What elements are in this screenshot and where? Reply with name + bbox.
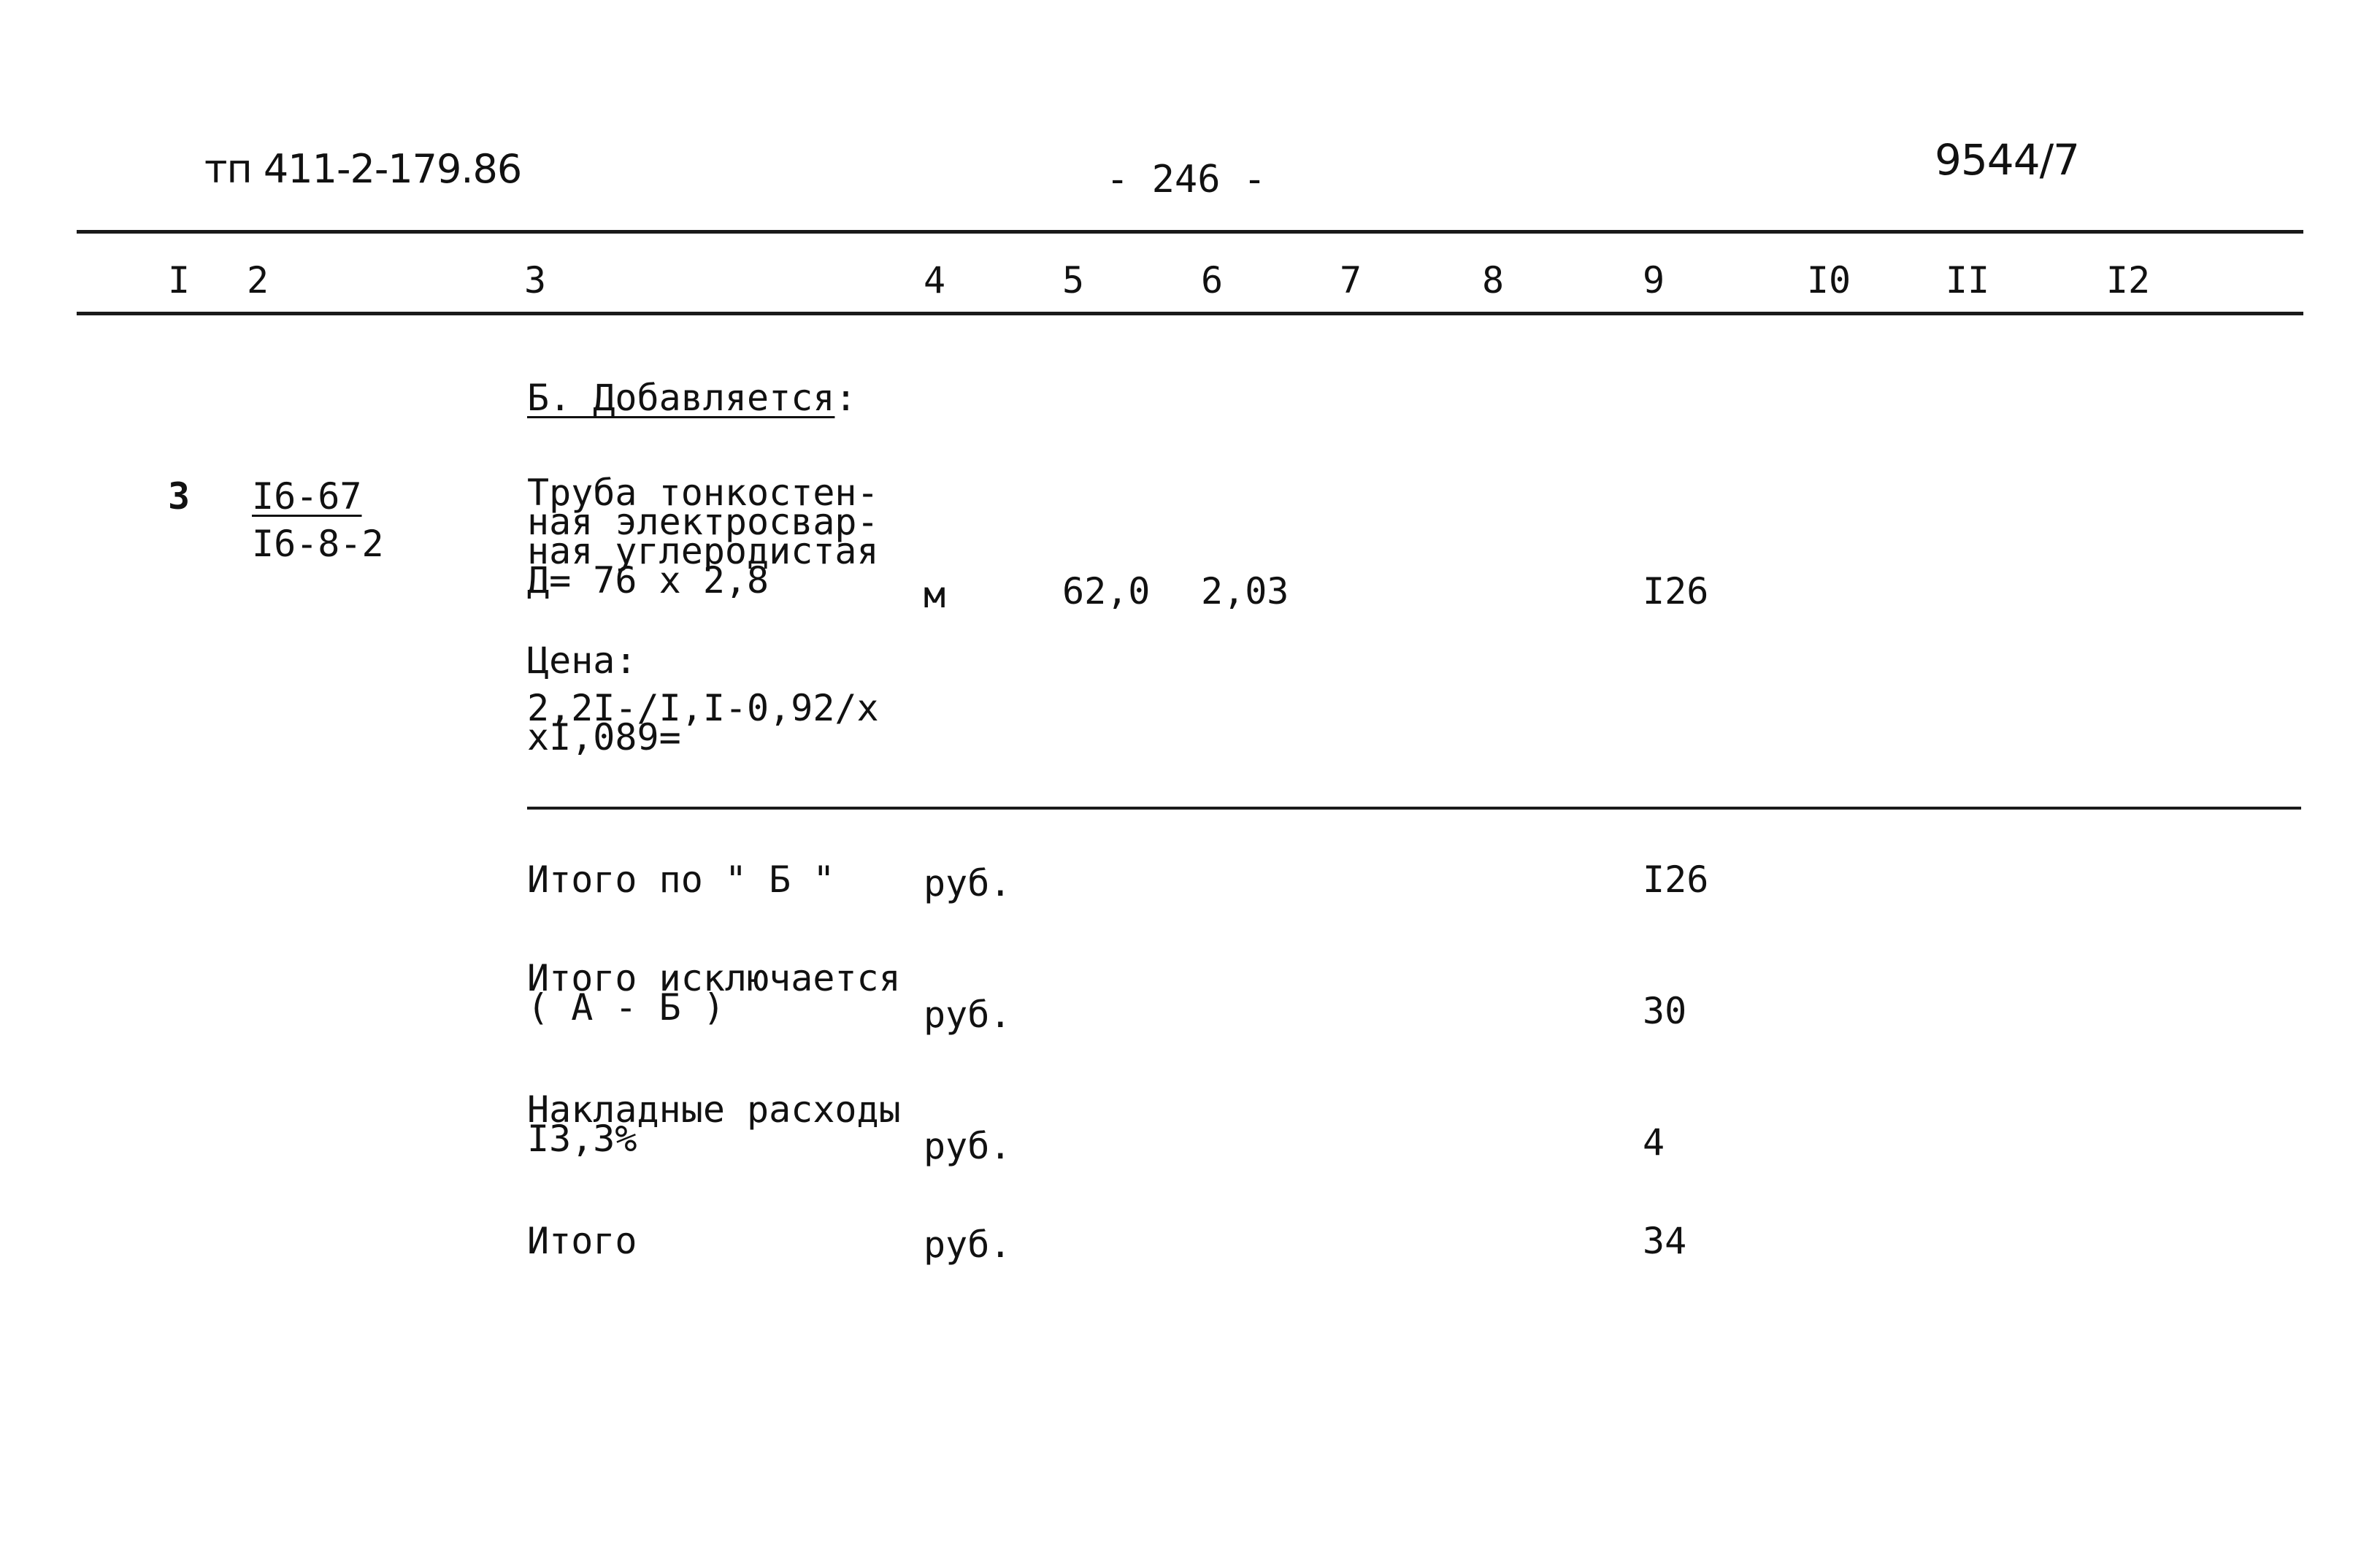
- document-code: тп 411-2-179.86: [204, 146, 522, 192]
- column-number: 5: [1062, 259, 1085, 301]
- header-bottom-rule: [77, 312, 2303, 315]
- item-code-bottom: I6-8-2: [252, 523, 384, 565]
- summary-label: Накладные расходы I3,3%: [527, 1088, 901, 1160]
- summary-value: I26: [1643, 858, 1709, 901]
- item-number: 3: [168, 475, 191, 518]
- price-formula: 2,2I-/I,I-0,92/х хI,089=: [527, 687, 879, 758]
- summary-unit: руб.: [924, 994, 1012, 1036]
- price-label: Цена:: [527, 639, 637, 682]
- column-number: 8: [1481, 259, 1505, 301]
- item-unit-price: 2,03: [1201, 570, 1289, 612]
- section-title: Б. Добавляется: [527, 377, 835, 419]
- summary-label: Итого по " Б ": [527, 858, 835, 901]
- summary-label: Итого: [527, 1220, 637, 1262]
- summary-value: 34: [1643, 1220, 1687, 1262]
- column-number: 4: [923, 259, 946, 301]
- column-number: I: [167, 259, 191, 301]
- item-description: Труба тонкостен- ная электросвар- ная углеродистая Д= 76 х 2,8: [527, 472, 879, 602]
- summary-label: Итого исключается ( А - Б ): [527, 957, 901, 1029]
- summary-unit: руб.: [924, 1125, 1012, 1167]
- column-number: II: [1945, 259, 1990, 301]
- column-number: 3: [523, 259, 547, 301]
- sheet-reference: 9544/7: [1935, 135, 2080, 185]
- section-colon: :: [834, 377, 857, 419]
- summary-value: 30: [1643, 990, 1687, 1032]
- item-unit: м: [924, 574, 946, 616]
- section-heading: [527, 377, 857, 419]
- section-separator: [527, 807, 2301, 810]
- column-number: 9: [1642, 259, 1665, 301]
- column-number: I0: [1806, 259, 1851, 301]
- item-total: I26: [1643, 570, 1709, 612]
- item-quantity: 62,0: [1062, 570, 1151, 612]
- column-number: 7: [1339, 259, 1362, 301]
- page-number: - 246 -: [1106, 158, 1267, 201]
- summary-unit: руб.: [924, 1223, 1012, 1266]
- header-top-rule: [77, 230, 2303, 234]
- column-number: I2: [2105, 259, 2151, 301]
- summary-unit: руб.: [924, 862, 1012, 904]
- summary-value: 4: [1643, 1121, 1665, 1164]
- item-code-top: I6-67: [252, 475, 362, 518]
- column-number: 2: [246, 259, 269, 301]
- column-number: 6: [1200, 259, 1224, 301]
